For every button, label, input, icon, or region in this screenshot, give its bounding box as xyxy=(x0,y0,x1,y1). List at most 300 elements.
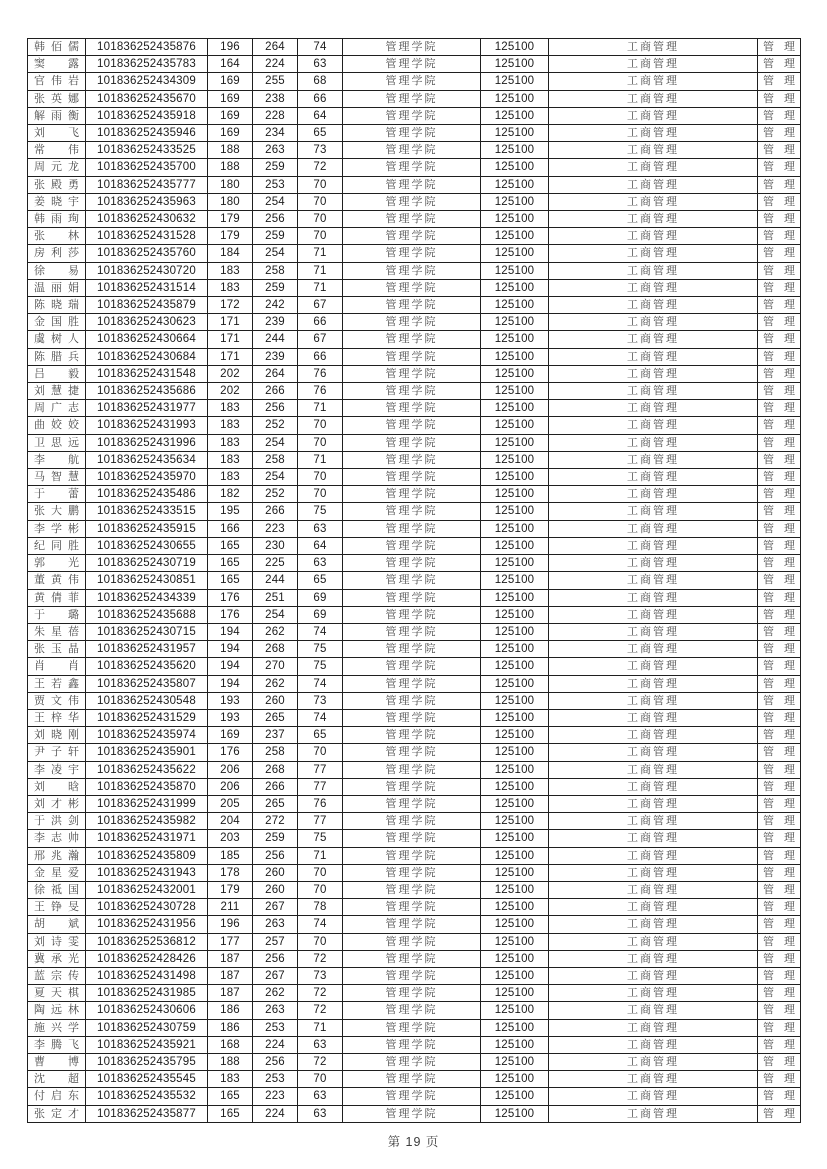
exam-id-cell: 101836252431943 xyxy=(86,864,208,881)
major-code-cell: 125100 xyxy=(481,606,549,623)
exam-id-cell: 101836252435876 xyxy=(86,39,208,56)
major-code-cell: 125100 xyxy=(481,348,549,365)
exam-id-cell: 101836252435946 xyxy=(86,125,208,142)
major-code-cell: 125100 xyxy=(481,847,549,864)
college-cell: 管理学院 xyxy=(343,73,481,90)
major-code-cell: 125100 xyxy=(481,727,549,744)
major-name-cell: 工商管理 xyxy=(549,211,758,228)
trailing-cell: 管理 xyxy=(758,606,801,623)
name-cell: 姜晓宇 xyxy=(28,193,86,210)
name-cell: 郭光 xyxy=(28,555,86,572)
score-3-cell: 75 xyxy=(298,830,343,847)
table-row xyxy=(28,1002,801,1019)
college-cell: 管理学院 xyxy=(343,778,481,795)
college-cell: 管理学院 xyxy=(343,537,481,554)
major-name-cell: 工商管理 xyxy=(549,400,758,417)
score-2-cell: 244 xyxy=(253,572,298,589)
score-2-cell: 259 xyxy=(253,228,298,245)
college-cell: 管理学院 xyxy=(343,761,481,778)
major-code-cell: 125100 xyxy=(481,1071,549,1088)
major-name-cell: 工商管理 xyxy=(549,520,758,537)
name-cell: 王梓华 xyxy=(28,709,86,726)
score-2-cell: 239 xyxy=(253,314,298,331)
trailing-cell: 管理 xyxy=(758,1071,801,1088)
name-cell: 胡斌 xyxy=(28,916,86,933)
exam-id-cell: 101836252430728 xyxy=(86,899,208,916)
college-cell: 管理学院 xyxy=(343,830,481,847)
exam-id-cell: 101836252435915 xyxy=(86,520,208,537)
exam-id-cell: 101836252431498 xyxy=(86,967,208,984)
college-cell: 管理学院 xyxy=(343,572,481,589)
table-row xyxy=(28,434,801,451)
exam-id-cell: 101836252433515 xyxy=(86,503,208,520)
college-cell: 管理学院 xyxy=(343,228,481,245)
score-2-cell: 254 xyxy=(253,245,298,262)
major-code-cell: 125100 xyxy=(481,778,549,795)
score-2-cell: 253 xyxy=(253,176,298,193)
score-2-cell: 262 xyxy=(253,985,298,1002)
table-row xyxy=(28,1019,801,1036)
major-code-cell: 125100 xyxy=(481,761,549,778)
major-name-cell: 工商管理 xyxy=(549,503,758,520)
trailing-cell: 管理 xyxy=(758,709,801,726)
trailing-cell: 管理 xyxy=(758,658,801,675)
college-cell: 管理学院 xyxy=(343,125,481,142)
exam-id-cell: 101836252428426 xyxy=(86,950,208,967)
table-row xyxy=(28,228,801,245)
major-code-cell: 125100 xyxy=(481,623,549,640)
score-1-cell: 185 xyxy=(208,847,253,864)
score-3-cell: 70 xyxy=(298,193,343,210)
college-cell: 管理学院 xyxy=(343,434,481,451)
name-cell: 徐祗国 xyxy=(28,881,86,898)
score-1-cell: 183 xyxy=(208,434,253,451)
table-row xyxy=(28,400,801,417)
score-1-cell: 205 xyxy=(208,795,253,812)
score-3-cell: 72 xyxy=(298,1053,343,1070)
trailing-cell: 管理 xyxy=(758,572,801,589)
trailing-cell: 管理 xyxy=(758,486,801,503)
trailing-cell: 管理 xyxy=(758,125,801,142)
exam-id-cell: 101836252435963 xyxy=(86,193,208,210)
major-code-cell: 125100 xyxy=(481,331,549,348)
score-2-cell: 270 xyxy=(253,658,298,675)
score-3-cell: 74 xyxy=(298,675,343,692)
exam-id-cell: 101836252435970 xyxy=(86,469,208,486)
exam-id-cell: 101836252434309 xyxy=(86,73,208,90)
table-row xyxy=(28,933,801,950)
name-cell: 陈晓瑞 xyxy=(28,297,86,314)
score-3-cell: 70 xyxy=(298,469,343,486)
score-1-cell: 194 xyxy=(208,658,253,675)
major-name-cell: 工商管理 xyxy=(549,383,758,400)
table-row xyxy=(28,417,801,434)
trailing-cell: 管理 xyxy=(758,589,801,606)
major-name-cell: 工商管理 xyxy=(549,228,758,245)
trailing-cell: 管理 xyxy=(758,623,801,640)
major-code-cell: 125100 xyxy=(481,297,549,314)
major-name-cell: 工商管理 xyxy=(549,1088,758,1105)
score-2-cell: 254 xyxy=(253,469,298,486)
score-2-cell: 264 xyxy=(253,39,298,56)
major-code-cell: 125100 xyxy=(481,383,549,400)
exam-id-cell: 101836252433525 xyxy=(86,142,208,159)
exam-id-cell: 101836252431996 xyxy=(86,434,208,451)
major-code-cell: 125100 xyxy=(481,73,549,90)
name-cell: 张英娜 xyxy=(28,90,86,107)
score-1-cell: 188 xyxy=(208,1053,253,1070)
score-3-cell: 76 xyxy=(298,383,343,400)
score-3-cell: 71 xyxy=(298,279,343,296)
college-cell: 管理学院 xyxy=(343,1071,481,1088)
name-cell: 曲姣姣 xyxy=(28,417,86,434)
table-row xyxy=(28,469,801,486)
score-1-cell: 177 xyxy=(208,933,253,950)
major-code-cell: 125100 xyxy=(481,400,549,417)
score-3-cell: 64 xyxy=(298,537,343,554)
score-3-cell: 71 xyxy=(298,245,343,262)
major-code-cell: 125100 xyxy=(481,1088,549,1105)
exam-id-cell: 101836252430623 xyxy=(86,314,208,331)
score-3-cell: 69 xyxy=(298,606,343,623)
major-name-cell: 工商管理 xyxy=(549,279,758,296)
score-1-cell: 204 xyxy=(208,813,253,830)
table-row xyxy=(28,813,801,830)
score-2-cell: 256 xyxy=(253,1053,298,1070)
score-2-cell: 259 xyxy=(253,159,298,176)
college-cell: 管理学院 xyxy=(343,211,481,228)
major-name-cell: 工商管理 xyxy=(549,417,758,434)
major-code-cell: 125100 xyxy=(481,967,549,984)
score-3-cell: 66 xyxy=(298,314,343,331)
score-2-cell: 234 xyxy=(253,125,298,142)
major-name-cell: 工商管理 xyxy=(549,90,758,107)
score-2-cell: 244 xyxy=(253,331,298,348)
college-cell: 管理学院 xyxy=(343,348,481,365)
score-1-cell: 183 xyxy=(208,469,253,486)
major-name-cell: 工商管理 xyxy=(549,176,758,193)
name-cell: 常伟 xyxy=(28,142,86,159)
major-code-cell: 125100 xyxy=(481,881,549,898)
name-cell: 施兴学 xyxy=(28,1019,86,1036)
exam-id-cell: 101836252431957 xyxy=(86,641,208,658)
exam-id-cell: 101836252435901 xyxy=(86,744,208,761)
table-row xyxy=(28,520,801,537)
major-code-cell: 125100 xyxy=(481,39,549,56)
trailing-cell: 管理 xyxy=(758,469,801,486)
exam-id-cell: 101836252431956 xyxy=(86,916,208,933)
major-code-cell: 125100 xyxy=(481,692,549,709)
name-cell: 刘晓刚 xyxy=(28,727,86,744)
major-code-cell: 125100 xyxy=(481,1105,549,1122)
score-1-cell: 193 xyxy=(208,709,253,726)
table-row xyxy=(28,744,801,761)
score-1-cell: 193 xyxy=(208,692,253,709)
table-row xyxy=(28,1036,801,1053)
name-cell: 李腾飞 xyxy=(28,1036,86,1053)
score-1-cell: 176 xyxy=(208,606,253,623)
major-name-cell: 工商管理 xyxy=(549,245,758,262)
college-cell: 管理学院 xyxy=(343,262,481,279)
name-cell: 付启东 xyxy=(28,1088,86,1105)
score-3-cell: 63 xyxy=(298,1036,343,1053)
name-cell: 董黄伟 xyxy=(28,572,86,589)
name-cell: 温丽娟 xyxy=(28,279,86,296)
college-cell: 管理学院 xyxy=(343,331,481,348)
major-name-cell: 工商管理 xyxy=(549,555,758,572)
college-cell: 管理学院 xyxy=(343,744,481,761)
trailing-cell: 管理 xyxy=(758,641,801,658)
major-name-cell: 工商管理 xyxy=(549,469,758,486)
score-1-cell: 194 xyxy=(208,623,253,640)
score-1-cell: 195 xyxy=(208,503,253,520)
trailing-cell: 管理 xyxy=(758,107,801,124)
name-cell: 卫思远 xyxy=(28,434,86,451)
name-cell: 李航 xyxy=(28,451,86,468)
trailing-cell: 管理 xyxy=(758,503,801,520)
exam-id-cell: 101836252435545 xyxy=(86,1071,208,1088)
college-cell: 管理学院 xyxy=(343,56,481,73)
score-2-cell: 253 xyxy=(253,1071,298,1088)
trailing-cell: 管理 xyxy=(758,933,801,950)
major-code-cell: 125100 xyxy=(481,486,549,503)
major-name-cell: 工商管理 xyxy=(549,365,758,382)
table-row xyxy=(28,193,801,210)
major-name-cell: 工商管理 xyxy=(549,899,758,916)
college-cell: 管理学院 xyxy=(343,279,481,296)
score-1-cell: 171 xyxy=(208,314,253,331)
score-1-cell: 187 xyxy=(208,950,253,967)
score-2-cell: 230 xyxy=(253,537,298,554)
exam-id-cell: 101836252432001 xyxy=(86,881,208,898)
score-2-cell: 242 xyxy=(253,297,298,314)
name-cell: 沈超 xyxy=(28,1071,86,1088)
name-cell: 王若鑫 xyxy=(28,675,86,692)
name-cell: 陶远林 xyxy=(28,1002,86,1019)
score-3-cell: 63 xyxy=(298,56,343,73)
exam-id-cell: 101836252435532 xyxy=(86,1088,208,1105)
score-3-cell: 66 xyxy=(298,348,343,365)
exam-id-cell: 101836252435688 xyxy=(86,606,208,623)
trailing-cell: 管理 xyxy=(758,675,801,692)
major-code-cell: 125100 xyxy=(481,899,549,916)
table-row xyxy=(28,1105,801,1122)
name-cell: 刘才彬 xyxy=(28,795,86,812)
table-row xyxy=(28,90,801,107)
score-2-cell: 253 xyxy=(253,1019,298,1036)
trailing-cell: 管理 xyxy=(758,176,801,193)
name-cell: 肖肖 xyxy=(28,658,86,675)
score-2-cell: 263 xyxy=(253,142,298,159)
major-code-cell: 125100 xyxy=(481,555,549,572)
major-name-cell: 工商管理 xyxy=(549,1053,758,1070)
score-2-cell: 266 xyxy=(253,778,298,795)
college-cell: 管理学院 xyxy=(343,813,481,830)
exam-id-cell: 101836252435622 xyxy=(86,761,208,778)
table-row xyxy=(28,623,801,640)
name-cell: 蓝宗传 xyxy=(28,967,86,984)
score-2-cell: 257 xyxy=(253,933,298,950)
major-name-cell: 工商管理 xyxy=(549,107,758,124)
score-2-cell: 266 xyxy=(253,503,298,520)
exam-id-cell: 101836252430664 xyxy=(86,331,208,348)
table-row xyxy=(28,125,801,142)
college-cell: 管理学院 xyxy=(343,1105,481,1122)
score-1-cell: 165 xyxy=(208,1088,253,1105)
exam-id-cell: 101836252431514 xyxy=(86,279,208,296)
major-name-cell: 工商管理 xyxy=(549,847,758,864)
college-cell: 管理学院 xyxy=(343,795,481,812)
score-1-cell: 169 xyxy=(208,125,253,142)
score-1-cell: 165 xyxy=(208,555,253,572)
major-name-cell: 工商管理 xyxy=(549,830,758,847)
college-cell: 管理学院 xyxy=(343,727,481,744)
trailing-cell: 管理 xyxy=(758,537,801,554)
name-cell: 韩佰儒 xyxy=(28,39,86,56)
score-3-cell: 73 xyxy=(298,967,343,984)
score-3-cell: 75 xyxy=(298,503,343,520)
score-2-cell: 265 xyxy=(253,709,298,726)
name-cell: 黄倩菲 xyxy=(28,589,86,606)
table-row xyxy=(28,279,801,296)
table-row xyxy=(28,692,801,709)
major-name-cell: 工商管理 xyxy=(549,864,758,881)
score-2-cell: 268 xyxy=(253,761,298,778)
table-row xyxy=(28,348,801,365)
table-row xyxy=(28,39,801,56)
exam-id-cell: 101836252435777 xyxy=(86,176,208,193)
name-cell: 刘飞 xyxy=(28,125,86,142)
score-1-cell: 165 xyxy=(208,537,253,554)
name-cell: 冀承光 xyxy=(28,950,86,967)
trailing-cell: 管理 xyxy=(758,864,801,881)
major-code-cell: 125100 xyxy=(481,176,549,193)
score-2-cell: 258 xyxy=(253,451,298,468)
score-2-cell: 223 xyxy=(253,1088,298,1105)
exam-id-cell: 101836252435620 xyxy=(86,658,208,675)
score-1-cell: 188 xyxy=(208,159,253,176)
table-row xyxy=(28,727,801,744)
college-cell: 管理学院 xyxy=(343,847,481,864)
table-row xyxy=(28,881,801,898)
major-code-cell: 125100 xyxy=(481,1036,549,1053)
name-cell: 张林 xyxy=(28,228,86,245)
score-1-cell: 171 xyxy=(208,331,253,348)
score-3-cell: 70 xyxy=(298,228,343,245)
college-cell: 管理学院 xyxy=(343,1088,481,1105)
exam-id-cell: 101836252435486 xyxy=(86,486,208,503)
college-cell: 管理学院 xyxy=(343,1002,481,1019)
table-row xyxy=(28,916,801,933)
trailing-cell: 管理 xyxy=(758,692,801,709)
major-name-cell: 工商管理 xyxy=(549,675,758,692)
name-cell: 贾文伟 xyxy=(28,692,86,709)
score-2-cell: 258 xyxy=(253,744,298,761)
trailing-cell: 管理 xyxy=(758,761,801,778)
score-3-cell: 71 xyxy=(298,451,343,468)
table-row xyxy=(28,709,801,726)
college-cell: 管理学院 xyxy=(343,314,481,331)
score-1-cell: 184 xyxy=(208,245,253,262)
score-3-cell: 67 xyxy=(298,331,343,348)
score-1-cell: 168 xyxy=(208,1036,253,1053)
score-2-cell: 266 xyxy=(253,383,298,400)
name-cell: 于蕾 xyxy=(28,486,86,503)
college-cell: 管理学院 xyxy=(343,142,481,159)
table-row xyxy=(28,537,801,554)
trailing-cell: 管理 xyxy=(758,262,801,279)
score-1-cell: 164 xyxy=(208,56,253,73)
exam-id-cell: 101836252431985 xyxy=(86,985,208,1002)
name-cell: 张殿勇 xyxy=(28,176,86,193)
score-1-cell: 188 xyxy=(208,142,253,159)
score-2-cell: 223 xyxy=(253,520,298,537)
major-code-cell: 125100 xyxy=(481,1002,549,1019)
major-code-cell: 125100 xyxy=(481,142,549,159)
score-1-cell: 166 xyxy=(208,520,253,537)
score-1-cell: 176 xyxy=(208,589,253,606)
table-row xyxy=(28,778,801,795)
trailing-cell: 管理 xyxy=(758,1105,801,1122)
major-code-cell: 125100 xyxy=(481,950,549,967)
college-cell: 管理学院 xyxy=(343,899,481,916)
score-3-cell: 68 xyxy=(298,73,343,90)
score-3-cell: 72 xyxy=(298,950,343,967)
score-1-cell: 180 xyxy=(208,176,253,193)
major-name-cell: 工商管理 xyxy=(549,451,758,468)
trailing-cell: 管理 xyxy=(758,985,801,1002)
table-row xyxy=(28,297,801,314)
exam-id-cell: 101836252435879 xyxy=(86,297,208,314)
score-3-cell: 74 xyxy=(298,623,343,640)
score-1-cell: 202 xyxy=(208,365,253,382)
exam-id-cell: 101836252435870 xyxy=(86,778,208,795)
college-cell: 管理学院 xyxy=(343,1036,481,1053)
score-3-cell: 77 xyxy=(298,761,343,778)
exam-id-cell: 101836252430548 xyxy=(86,692,208,709)
college-cell: 管理学院 xyxy=(343,159,481,176)
major-name-cell: 工商管理 xyxy=(549,692,758,709)
major-name-cell: 工商管理 xyxy=(549,727,758,744)
score-2-cell: 267 xyxy=(253,899,298,916)
major-code-cell: 125100 xyxy=(481,709,549,726)
table-row xyxy=(28,451,801,468)
score-1-cell: 171 xyxy=(208,348,253,365)
table-row xyxy=(28,383,801,400)
trailing-cell: 管理 xyxy=(758,795,801,812)
score-1-cell: 194 xyxy=(208,675,253,692)
table-row xyxy=(28,967,801,984)
score-2-cell: 263 xyxy=(253,1002,298,1019)
trailing-cell: 管理 xyxy=(758,159,801,176)
score-2-cell: 238 xyxy=(253,90,298,107)
name-cell: 虞树人 xyxy=(28,331,86,348)
score-3-cell: 74 xyxy=(298,916,343,933)
exam-id-cell: 101836252435634 xyxy=(86,451,208,468)
trailing-cell: 管理 xyxy=(758,520,801,537)
table-row xyxy=(28,899,801,916)
exam-id-cell: 101836252435795 xyxy=(86,1053,208,1070)
college-cell: 管理学院 xyxy=(343,967,481,984)
exam-id-cell: 101836252430684 xyxy=(86,348,208,365)
score-3-cell: 70 xyxy=(298,1071,343,1088)
exam-id-cell: 101836252430720 xyxy=(86,262,208,279)
table-row xyxy=(28,572,801,589)
score-1-cell: 211 xyxy=(208,899,253,916)
score-2-cell: 259 xyxy=(253,830,298,847)
score-1-cell: 183 xyxy=(208,417,253,434)
exam-id-cell: 101836252431548 xyxy=(86,365,208,382)
